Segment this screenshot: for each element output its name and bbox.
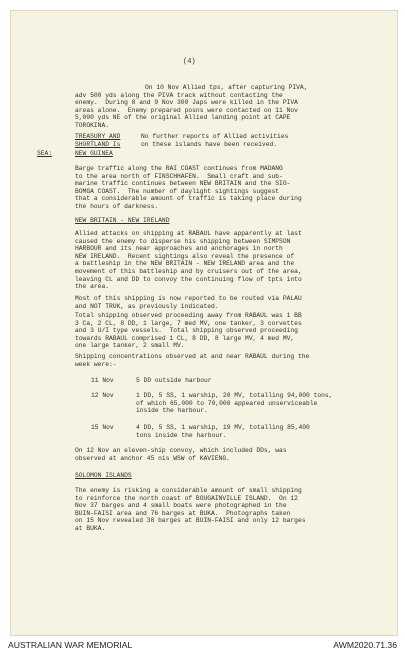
islands-text-2: on these islands have been received. xyxy=(141,141,278,148)
page-number: (4) xyxy=(183,58,196,66)
solomon-heading: SOLOMON ISLANDS xyxy=(75,472,132,479)
solomon-paragraph: The enemy is risking a considerable amount of small shipping to reinforce the north coast of BOUGAINVILLE ISLAND. On 12 Nov 37 barges and 4 small boats were photographed in the BUIN-FAISI area and 76 barges at BUKA. Photographs taken on 15 Nov revealed 38 barges at BUIN-FAISI and only 12 barges at BUKA. xyxy=(75,487,306,532)
new-britain-heading: NEW BRITAIN - NEW IRELAND xyxy=(75,217,170,224)
new-britain-paragraph-2: Most of this shipping is now reported to be routed via PALAU and NOT TRUK, as previously indicated. xyxy=(75,295,302,310)
archive-footer xyxy=(0,636,405,653)
new-britain-paragraph-5: On 12 Nov an eleven-ship convoy, which included DDs, was observed at anchor 45 nis WSW of KAVIENG. xyxy=(75,447,287,462)
intro-paragraph: On 10 Nov Allied tps, after capturing PIVA, adv 500 yds along the PIVA track without contacting the enemy. During 8 and 9 Nov 300 Japs were killed in the PIVA areas alone. Enemy prepared posns were contacted on 11 Nov 5,000 yds NE of the original Allied landing point at CAPE TOROKINA. xyxy=(75,84,308,129)
footer-institution: AUSTRALIAN WAR MEMORIAL xyxy=(8,639,133,650)
islands-label-2: SHORTLAND Is xyxy=(75,141,121,148)
new-britain-paragraph-3: Total shipping observed proceeding away from RABAUL was 1 BB 3 Ca, 2 CL, 8 DD, 1 large, 7 med MV, one tanker, 3 corvettes and 3 U/I type vessels. Total shipping observed proceeding towards RABAUL comprised 1 CL, 8 DD, 8 large MV, 4 med MV, one large tanker, 2 small MV. xyxy=(75,312,302,350)
new-britain-paragraph-4: Shipping concentrations observed at and near RABAUL during the week were:- xyxy=(75,353,310,368)
new-guinea-heading: NEW GUINEA xyxy=(75,150,113,157)
islands-label-1: TREASURY AND xyxy=(75,133,121,140)
new-guinea-paragraph: Barge traffic along the RAI COAST continues from MADANG to the area north of FINSCHHAFEN. Small craft and sub- marine traffic continues between NEW BRITAIN and the SIO- BOMGA COAST. The number of daylight sightings suggest that a considerable amount of traffic is taking place during the hours of darkness. xyxy=(75,165,302,210)
footer-reference: AWM2020.71.36 xyxy=(333,639,397,650)
islands-text-1: No further reports of Allied activities xyxy=(141,133,289,140)
sea-label: SEA: xyxy=(37,150,53,157)
new-britain-paragraph-1: Allied attacks on shipping at RABAUL have apparently at last caused the enemy to disperse his shipping between SIMPSON HARBOUR and its near approaches and anchorages in north NEW IRELAND. Recent sightings also reveal the presence of a battleship in the NEW BRITAIN - NEW IRELAND area and the movement of this battleship and by cruisers out of the area, leaving CL and DD to convoy the continuing flow of tpts into the area. xyxy=(75,230,302,291)
document-page: (4) On 10 Nov Allied tps, after capturing PIVA, adv 500 yds along the PIVA track without contacting the enemy. During 8 and 9 Nov 300 Japs were killed in the PIVA areas alone. Enemy prepared posns were contacted on 11 Nov 5,000 yds NE of the original Allied landing point at CAPE TOROKINA. TREASURY AND SHORTLAND Is No further reports of Allied activities on these islands have been received. SEA: NEW GUINEA Barge traffic along the RAI COAST continues from MADANG to the area north of FINSCHHAFEN. Small craft and sub- marine traffic continues between NEW BRITAIN and the SIO- BOMGA COAST. The number of daylight sightings suggest that a considerable amount of traffic is taking place during the hours of darkness. NEW BRITAIN - NEW IRELAND Allied attacks on shipping at RABAUL have apparently at last caused the enemy to disperse his shipping between SIMPSON HARBOUR and its near approaches and anchorages in north NEW IRELAND. Recent sightings also reveal the presence of a battleship in the NEW BRITAIN - NEW IRELAND area and the movement of this battleship and by cruisers out of the area, leaving CL and DD to convoy the continuing flow of tpts into the area. Most of this shipping is now reported to be routed via PALAU and NOT TRUK, as previously indicated. Total shipping observed proceeding away from RABAUL was 1 BB 3 Ca, 2 CL, 8 DD, 1 large, 7 med MV, one tanker, 3 corvettes and 3 U/I type vessels. Total shipping observed proceeding towards RABAUL comprised 1 CL, 8 DD, 8 large MV, 4 med MV, one large tanker, 2 small MV. Shipping concentrations observed at and near RABAUL during the week were:- 11 Nov 5 DD outside harbour 12 Nov 1 DD, 5 SS, 1 warship, 20 MV, totalling 94,000 tons, of which 65,000 to 70,000 appeared unserviceable inside the harbour. 15 Nov 4 DD, 5 SS, 1 warship, 19 MV, totalling 85,400 tons inside the harbour. On 12 Nov an eleven-ship convoy, which included DDs, was observed at anchor 45 nis WSW of KAVIENG. SOLOMON ISLANDS The enemy is risking a considerable amount of small shipping to reinforce the north coast of BOUGAINVILLE ISLAND. On 12 Nov 37 barges and 4 small boats were photographed in the BUIN-FAISI area and 76 barges at BUKA. Photographs taken on 15 Nov revealed 38 barges at BUIN-FAISI and only 12 barges at BUKA. xyxy=(10,10,398,636)
